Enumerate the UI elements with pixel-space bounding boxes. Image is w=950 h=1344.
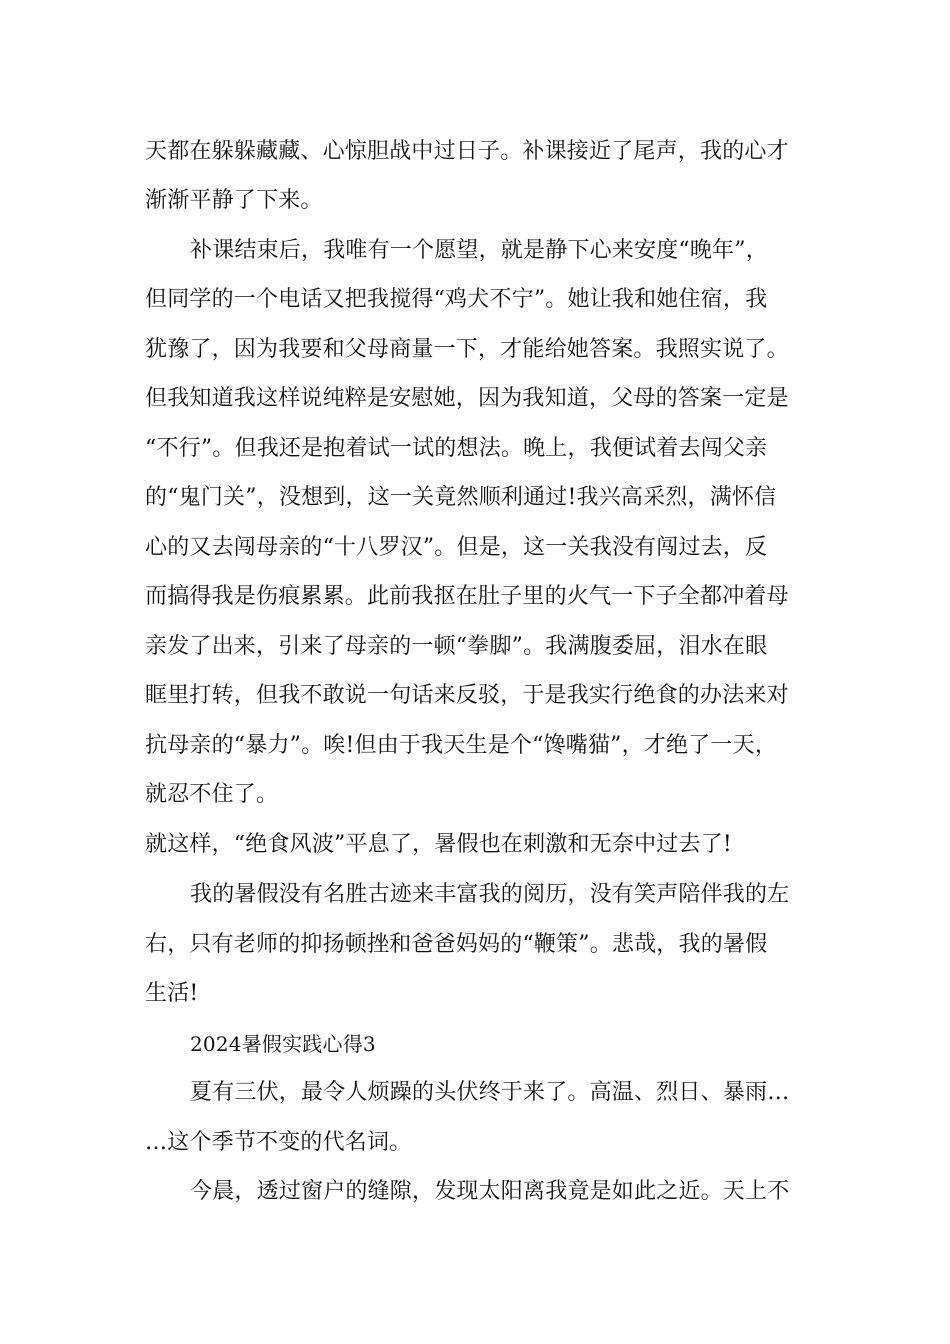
text-line: 渐渐平静了下来。 [145,188,323,213]
text-line: 天都在躲躲藏藏、心惊胆战中过日子。补课接近了尾声，我的心才 [145,139,789,164]
text-line: 眶里打转，但我不敢说一句话来反驳，于是我实行绝食的办法来对 [145,683,789,708]
text-line: 而搞得我是伤痕累累。此前我抠在肚子里的火气一下子全都冲着母 [145,584,789,609]
text-line: 生活! [145,981,199,1006]
paragraph-start-line: 今晨，透过窗户的缝隙，发现太阳离我竟是如此之近。天上不 [190,1179,790,1204]
text-line: 的“鬼门关”，没想到，这一关竟然顺利通过!我兴高采烈，满怀信 [145,485,777,510]
text-line: …这个季节不变的代名词。 [145,1130,412,1155]
text-line: 但同学的一个电话又把我搅得“鸡犬不宁”。她让我和她住宿，我 [145,287,768,312]
text-line: 就忍不住了。 [145,782,279,807]
paragraph-start-line: 我的暑假没有名胜古迹来丰富我的阅历，没有笑声陪伴我的左 [190,882,790,907]
section-heading: 2024暑假实践心得3 [190,1032,376,1056]
text-line: 右，只有老师的抑扬顿挫和爸爸妈妈的“鞭策”。悲哉，我的暑假 [145,932,768,957]
text-line: 就这样，“绝食风波”平息了，暑假也在刺激和无奈中过去了! [145,832,732,857]
text-line: 亲发了出来，引来了母亲的一顿“拳脚”。我满腹委屈，泪水在眼 [145,634,768,659]
text-line: 心的又去闯母亲的“十八罗汉”。但是，这一关我没有闯过去，反 [145,535,768,560]
text-line: “不行”。但我还是抱着试一试的想法。晚上，我便试着去闯父亲 [145,436,768,461]
paragraph-start-line: 补课结束后，我唯有一个愿望，就是静下心来安度“晚年”， [190,238,768,263]
text-line: 犹豫了，因为我要和父母商量一下，才能给她答案。我照实说了。 [145,337,789,362]
text-line: 但我知道我这样说纯粹是安慰她，因为我知道，父母的答案一定是 [145,386,789,411]
text-line: 抗母亲的“暴力”。唉!但由于我天生是个“馋嘴猫”，才绝了一天， [145,733,778,758]
paragraph-start-line: 夏有三伏，最令人烦躁的头伏终于来了。高温、烈日、暴雨… [190,1080,790,1105]
